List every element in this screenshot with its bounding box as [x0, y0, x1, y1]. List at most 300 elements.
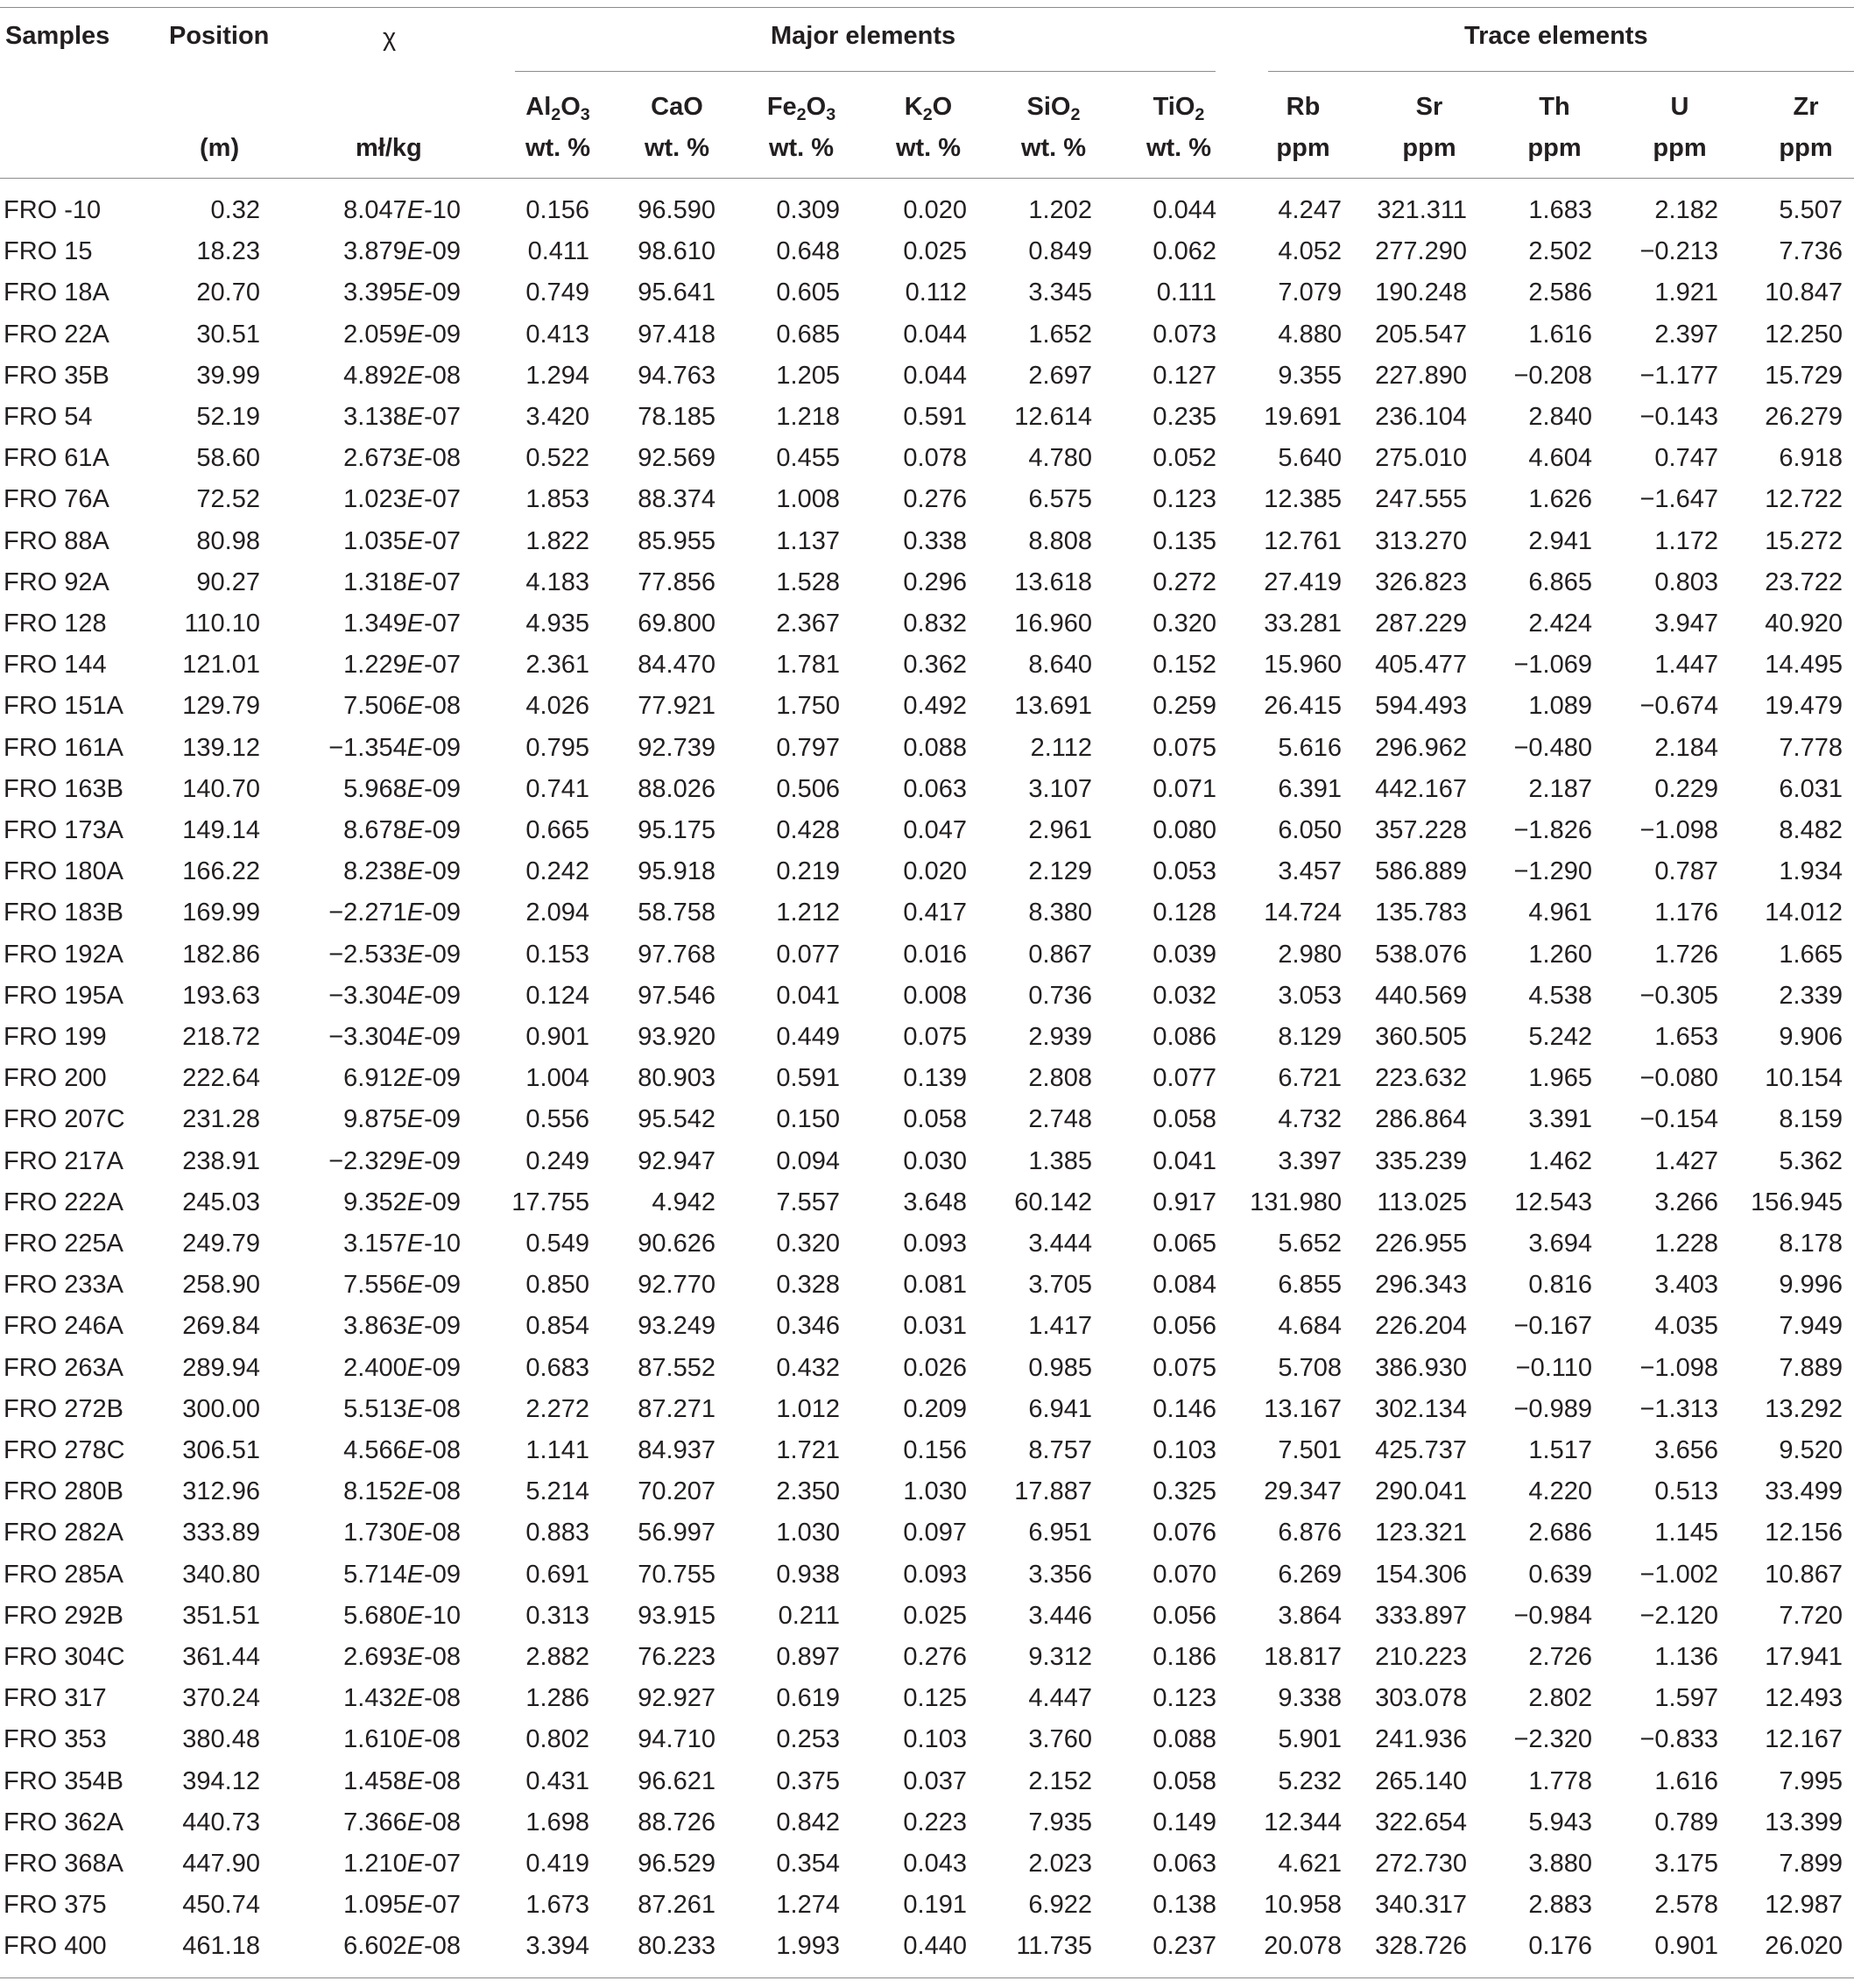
cell-sio2: 13.618 [1014, 567, 1092, 596]
cell-tio2: 0.259 [1153, 692, 1216, 721]
table-row [0, 1479, 1854, 1520]
cell-fe2o3: 0.041 [776, 981, 840, 1010]
cell-k2o: 0.103 [903, 1725, 967, 1754]
cell-sio2: 2.939 [1028, 1023, 1092, 1051]
cell-position: 18.23 [196, 237, 260, 266]
cell-rb: 3.397 [1278, 1146, 1342, 1175]
cell-u: 0.803 [1654, 567, 1718, 596]
cell-sr: 135.783 [1375, 899, 1467, 927]
cell-sr: 340.317 [1375, 1891, 1467, 1920]
cell-zr: 1.665 [1779, 940, 1843, 969]
cell-u: 0.901 [1654, 1932, 1718, 1961]
cell-chi: 3.138E-07 [343, 403, 461, 431]
cell-rb: 5.901 [1278, 1725, 1342, 1754]
cell-th: 0.176 [1528, 1932, 1592, 1961]
cell-u: −0.674 [1639, 692, 1718, 721]
cell-chi: 1.035E-07 [343, 526, 461, 555]
cell-sio2: 16.960 [1014, 610, 1092, 638]
cell-al2o3: 0.749 [525, 278, 589, 307]
cell-cao: 93.249 [638, 1312, 716, 1341]
cell-sample: FRO 128 [4, 610, 107, 638]
cell-sio2: 2.129 [1028, 857, 1092, 886]
cell-zr: 5.507 [1779, 196, 1843, 224]
cell-u: 1.447 [1654, 651, 1718, 680]
cell-al2o3: 1.673 [525, 1891, 589, 1920]
cell-fe2o3: 0.354 [776, 1850, 840, 1878]
cell-tio2: 0.235 [1153, 403, 1216, 431]
cell-chi: −2.271E-09 [328, 899, 461, 927]
cell-al2o3: 0.556 [525, 1105, 589, 1134]
cell-fe2o3: 1.218 [776, 403, 840, 431]
table-row [0, 239, 1854, 280]
cell-sample: FRO 173A [4, 816, 123, 844]
cell-sr: 113.025 [1377, 1188, 1467, 1216]
cell-tio2: 0.056 [1153, 1601, 1216, 1630]
cell-k2o: 0.112 [905, 278, 967, 307]
cell-sr: 236.104 [1375, 403, 1467, 431]
cell-u: 3.403 [1654, 1271, 1718, 1300]
cell-u: 1.145 [1654, 1519, 1718, 1547]
cell-tio2: 0.138 [1153, 1891, 1216, 1920]
cell-al2o3: 3.394 [525, 1932, 589, 1961]
cell-sio2: 6.922 [1028, 1891, 1092, 1920]
cell-position: 380.48 [182, 1725, 260, 1754]
cell-cao: 70.207 [638, 1477, 716, 1506]
cell-tio2: 0.127 [1153, 361, 1216, 390]
table-top-rule [0, 7, 1854, 8]
cell-th: 0.639 [1528, 1560, 1592, 1589]
cell-sr: 227.890 [1375, 361, 1467, 390]
cell-u: −0.143 [1639, 403, 1718, 431]
cell-tio2: 0.058 [1153, 1105, 1216, 1134]
cell-sample: FRO 280B [4, 1477, 123, 1506]
cell-fe2o3: 0.897 [776, 1643, 840, 1671]
cell-u: 3.947 [1654, 610, 1718, 638]
table-row [0, 774, 1854, 818]
cell-fe2o3: 1.012 [776, 1394, 840, 1423]
cell-chi: 7.556E-09 [343, 1271, 461, 1300]
cell-al2o3: 1.286 [525, 1684, 589, 1713]
cell-cao: 88.726 [638, 1808, 716, 1836]
cell-sr: 272.730 [1375, 1850, 1467, 1878]
cell-chi: 1.349E-07 [343, 610, 461, 638]
cell-k2o: 0.058 [903, 1105, 967, 1134]
cell-cao: 90.626 [638, 1230, 716, 1258]
cell-sr: 210.223 [1375, 1643, 1467, 1671]
cell-tio2: 0.088 [1153, 1725, 1216, 1754]
cell-k2o: 0.139 [903, 1064, 967, 1093]
cell-fe2o3: 1.528 [776, 567, 840, 596]
cell-tio2: 0.123 [1153, 485, 1216, 514]
cell-th: 1.089 [1528, 692, 1592, 721]
cell-chi: 3.395E-09 [343, 278, 461, 307]
cell-th: 2.883 [1528, 1891, 1592, 1920]
cell-cao: 80.233 [638, 1932, 716, 1961]
cell-chi: 1.095E-07 [343, 1891, 461, 1920]
cell-cao: 58.758 [638, 899, 716, 927]
cell-zr: 19.479 [1765, 692, 1843, 721]
cell-tio2: 0.058 [1153, 1766, 1216, 1795]
cell-sr: 425.737 [1375, 1436, 1467, 1464]
cell-position: 300.00 [182, 1394, 260, 1423]
cell-u: −1.098 [1639, 1353, 1718, 1382]
cell-u: 4.035 [1654, 1312, 1718, 1341]
cell-fe2o3: 1.008 [776, 485, 840, 514]
cell-position: 129.79 [182, 692, 260, 721]
cell-sio2: 3.107 [1028, 774, 1092, 803]
cell-cao: 98.610 [638, 237, 716, 266]
cell-k2o: 0.296 [903, 567, 967, 596]
cell-u: 0.747 [1654, 444, 1718, 473]
cell-al2o3: 0.901 [525, 1023, 589, 1051]
cell-rb: 7.501 [1278, 1436, 1342, 1464]
cell-chi: 9.352E-09 [343, 1188, 461, 1216]
cell-chi: 9.875E-09 [343, 1105, 461, 1134]
cell-chi: 3.157E-10 [343, 1230, 461, 1258]
cell-tio2: 0.073 [1153, 320, 1216, 349]
cell-th: 4.604 [1528, 444, 1592, 473]
cell-rb: 9.338 [1278, 1684, 1342, 1713]
cell-th: 4.961 [1528, 899, 1592, 927]
cell-sample: FRO 233A [4, 1271, 123, 1300]
cell-sample: FRO 222A [4, 1188, 123, 1216]
cell-k2o: 0.338 [903, 526, 967, 555]
cell-sample: FRO 144 [4, 651, 107, 680]
cell-al2o3: 0.665 [525, 816, 589, 844]
table-row [0, 487, 1854, 528]
cell-rb: 6.876 [1278, 1519, 1342, 1547]
header-major-group: Major elements [771, 22, 956, 50]
cell-position: 351.51 [182, 1601, 260, 1630]
cell-sio2: 4.447 [1028, 1684, 1092, 1713]
header-major-element: TiO$_2$ [1153, 93, 1205, 124]
cell-sr: 154.306 [1375, 1560, 1467, 1589]
cell-sio2: 60.142 [1014, 1188, 1092, 1216]
cell-position: 90.27 [196, 567, 260, 596]
cell-chi: −2.329E-09 [328, 1146, 461, 1175]
cell-fe2o3: 0.253 [776, 1725, 840, 1754]
cell-sr: 302.134 [1375, 1394, 1467, 1423]
cell-tio2: 0.032 [1153, 981, 1216, 1010]
cell-rb: 6.050 [1278, 816, 1342, 844]
cell-position: 139.12 [182, 733, 260, 762]
cell-sample: FRO 151A [4, 692, 123, 721]
cell-u: −1.098 [1639, 816, 1718, 844]
cell-cao: 78.185 [638, 403, 716, 431]
cell-fe2o3: 1.212 [776, 899, 840, 927]
table-row [0, 900, 1854, 941]
cell-rb: 3.864 [1278, 1601, 1342, 1630]
cell-sample: FRO 18A [4, 278, 109, 307]
cell-tio2: 0.320 [1153, 610, 1216, 638]
cell-position: 245.03 [182, 1188, 260, 1216]
cell-cao: 4.942 [652, 1188, 716, 1216]
cell-rb: 26.415 [1264, 692, 1342, 721]
table-row [0, 1810, 1854, 1851]
cell-al2o3: 1.004 [525, 1064, 589, 1093]
cell-zr: 2.339 [1779, 981, 1843, 1010]
cell-zr: 26.020 [1765, 1932, 1843, 1961]
cell-th: 2.941 [1528, 526, 1592, 555]
cell-cao: 87.261 [638, 1891, 716, 1920]
cell-sample: FRO 368A [4, 1850, 123, 1878]
cell-chi: 1.318E-07 [343, 567, 461, 596]
cell-sio2: 12.614 [1014, 403, 1092, 431]
table-row [0, 983, 1854, 1025]
cell-position: 249.79 [182, 1230, 260, 1258]
cell-position: 306.51 [182, 1436, 260, 1464]
cell-tio2: 0.075 [1153, 1353, 1216, 1382]
cell-fe2o3: 0.938 [776, 1560, 840, 1589]
table-row [0, 1645, 1854, 1686]
cell-cao: 93.915 [638, 1601, 716, 1630]
cell-tio2: 0.135 [1153, 526, 1216, 555]
cell-k2o: 0.043 [903, 1850, 967, 1878]
cell-sio2: 4.780 [1028, 444, 1092, 473]
cell-tio2: 0.123 [1153, 1684, 1216, 1713]
cell-sr: 286.864 [1375, 1105, 1467, 1134]
cell-zr: 40.920 [1765, 610, 1843, 638]
cell-tio2: 0.062 [1153, 237, 1216, 266]
cell-rb: 33.281 [1264, 610, 1342, 638]
cell-th: −1.290 [1513, 857, 1592, 886]
cell-cao: 95.641 [638, 278, 716, 307]
cell-cao: 96.590 [638, 196, 716, 224]
cell-position: 340.80 [182, 1560, 260, 1589]
cell-sio2: 2.808 [1028, 1064, 1092, 1093]
cell-th: −0.480 [1513, 733, 1592, 762]
cell-sio2: 3.345 [1028, 278, 1092, 307]
cell-cao: 77.921 [638, 692, 716, 721]
cell-th: 2.726 [1528, 1643, 1592, 1671]
cell-fe2o3: 1.721 [776, 1436, 840, 1464]
cell-k2o: 0.075 [903, 1023, 967, 1051]
cell-tio2: 0.041 [1153, 1146, 1216, 1175]
table-row [0, 198, 1854, 239]
cell-sio2: 7.935 [1028, 1808, 1092, 1836]
cell-th: 12.543 [1514, 1188, 1592, 1216]
cell-rb: 4.052 [1278, 237, 1342, 266]
cell-rb: 8.129 [1278, 1023, 1342, 1051]
cell-u: −0.154 [1639, 1105, 1718, 1134]
cell-al2o3: 0.242 [525, 857, 589, 886]
cell-rb: 6.855 [1278, 1271, 1342, 1300]
header-trace-unit: ppm [1402, 134, 1456, 162]
cell-zr: 17.941 [1765, 1643, 1843, 1671]
cell-al2o3: 0.124 [525, 981, 589, 1010]
cell-k2o: 0.097 [903, 1519, 967, 1547]
cell-position: 72.52 [196, 485, 260, 514]
table-row [0, 1025, 1854, 1066]
cell-zr: 156.945 [1751, 1188, 1843, 1216]
cell-tio2: 0.053 [1153, 857, 1216, 886]
cell-fe2o3: 0.685 [776, 320, 840, 349]
cell-rb: 10.958 [1264, 1891, 1342, 1920]
cell-position: 166.22 [182, 857, 260, 886]
cell-zr: 15.729 [1765, 361, 1843, 390]
cell-zr: 9.906 [1779, 1023, 1843, 1051]
cell-sr: 322.654 [1375, 1808, 1467, 1836]
table-row [0, 280, 1854, 321]
cell-sr: 226.955 [1375, 1230, 1467, 1258]
cell-k2o: 0.025 [903, 237, 967, 266]
cell-sio2: 0.985 [1028, 1353, 1092, 1382]
table-row [0, 1190, 1854, 1231]
cell-th: 2.802 [1528, 1684, 1592, 1713]
cell-k2o: 0.031 [903, 1312, 967, 1341]
cell-sio2: 11.735 [1016, 1932, 1092, 1961]
cell-sr: 442.167 [1375, 774, 1467, 803]
cell-fe2o3: 0.432 [776, 1353, 840, 1382]
header-trace-element: U [1670, 93, 1689, 121]
cell-rb: 5.616 [1278, 733, 1342, 762]
cell-zr: 10.847 [1765, 278, 1843, 307]
table-row [0, 363, 1854, 405]
cell-zr: 13.292 [1765, 1394, 1843, 1423]
header-samples: Samples [5, 22, 110, 50]
cell-sr: 386.930 [1375, 1353, 1467, 1382]
cell-tio2: 0.149 [1153, 1808, 1216, 1836]
cell-rb: 6.721 [1278, 1064, 1342, 1093]
cell-zr: 7.720 [1779, 1601, 1843, 1630]
cell-position: 238.91 [182, 1146, 260, 1175]
cell-al2o3: 0.795 [525, 733, 589, 762]
cell-k2o: 0.093 [903, 1230, 967, 1258]
cell-rb: 6.391 [1278, 774, 1342, 803]
cell-sample: FRO 35B [4, 361, 109, 390]
cell-fe2o3: 0.375 [776, 1766, 840, 1795]
cell-zr: 26.279 [1765, 403, 1843, 431]
cell-sio2: 8.808 [1028, 526, 1092, 555]
header-position: Position [169, 22, 270, 50]
cell-position: 80.98 [196, 526, 260, 555]
cell-sio2: 17.887 [1014, 1477, 1092, 1506]
cell-u: 3.175 [1654, 1850, 1718, 1878]
cell-cao: 95.542 [638, 1105, 716, 1134]
cell-tio2: 0.077 [1153, 1064, 1216, 1093]
cell-sample: FRO 278C [4, 1436, 125, 1464]
cell-zr: 14.495 [1765, 651, 1843, 680]
header-position-unit: (m) [200, 134, 240, 162]
cell-sr: 265.140 [1375, 1766, 1467, 1795]
cell-sio2: 2.152 [1028, 1766, 1092, 1795]
cell-zr: 7.899 [1779, 1850, 1843, 1878]
header-major-unit: wt. % [525, 134, 591, 162]
cell-u: −2.120 [1639, 1601, 1718, 1630]
cell-sio2: 9.312 [1028, 1643, 1092, 1671]
cell-sample: FRO 207C [4, 1105, 125, 1134]
cell-th: 1.462 [1528, 1146, 1592, 1175]
cell-fe2o3: 0.328 [776, 1271, 840, 1300]
cell-th: −1.826 [1513, 816, 1592, 844]
cell-fe2o3: 0.320 [776, 1230, 840, 1258]
cell-cao: 56.997 [638, 1519, 716, 1547]
cell-rb: 6.269 [1278, 1560, 1342, 1589]
cell-sio2: 0.849 [1028, 237, 1092, 266]
cell-zr: 9.996 [1779, 1271, 1843, 1300]
cell-sr: 360.505 [1375, 1023, 1467, 1051]
cell-th: 2.187 [1528, 774, 1592, 803]
cell-zr: 23.722 [1765, 567, 1843, 596]
header-trace-element: Th [1539, 93, 1570, 121]
cell-u: 2.397 [1654, 320, 1718, 349]
cell-sr: 328.726 [1375, 1932, 1467, 1961]
cell-th: 2.586 [1528, 278, 1592, 307]
cell-k2o: 0.016 [903, 940, 967, 969]
cell-cao: 84.937 [638, 1436, 716, 1464]
cell-sample: FRO 285A [4, 1560, 123, 1589]
cell-rb: 19.691 [1264, 403, 1342, 431]
cell-rb: 15.960 [1264, 651, 1342, 680]
cell-sr: 538.076 [1375, 940, 1467, 969]
cell-al2o3: 1.853 [525, 485, 589, 514]
cell-th: 3.694 [1528, 1230, 1592, 1258]
cell-sample: FRO 200 [4, 1064, 107, 1093]
cell-cao: 80.903 [638, 1064, 716, 1093]
cell-sr: 275.010 [1375, 444, 1467, 473]
cell-tio2: 0.128 [1153, 899, 1216, 927]
cell-zr: 7.949 [1779, 1312, 1843, 1341]
cell-u: −0.305 [1639, 981, 1718, 1010]
cell-cao: 92.739 [638, 733, 716, 762]
cell-position: 447.90 [182, 1850, 260, 1878]
cell-position: 121.01 [182, 651, 260, 680]
cell-rb: 27.419 [1264, 567, 1342, 596]
cell-cao: 92.569 [638, 444, 716, 473]
cell-fe2o3: 2.350 [776, 1477, 840, 1506]
cell-k2o: 1.030 [903, 1477, 967, 1506]
cell-al2o3: 0.313 [525, 1601, 589, 1630]
cell-chi: 1.432E-08 [343, 1684, 461, 1713]
cell-al2o3: 0.683 [525, 1353, 589, 1382]
cell-rb: 13.167 [1264, 1394, 1342, 1423]
header-major-unit: wt. % [644, 134, 710, 162]
cell-sample: FRO 54 [4, 403, 93, 431]
cell-u: −1.313 [1639, 1394, 1718, 1423]
trace-group-rule [1268, 71, 1854, 72]
table-row [0, 1934, 1854, 1975]
cell-position: 140.70 [182, 774, 260, 803]
cell-sr: 335.239 [1375, 1146, 1467, 1175]
cell-k2o: 0.417 [903, 899, 967, 927]
cell-sample: FRO 353 [4, 1725, 107, 1754]
cell-k2o: 0.492 [903, 692, 967, 721]
cell-th: 6.865 [1528, 567, 1592, 596]
cell-sr: 303.078 [1375, 1684, 1467, 1713]
table-row [0, 942, 1854, 983]
cell-al2o3: 3.420 [525, 403, 589, 431]
cell-u: 0.229 [1654, 774, 1718, 803]
cell-rb: 4.880 [1278, 320, 1342, 349]
cell-position: 169.99 [182, 899, 260, 927]
cell-al2o3: 1.698 [525, 1808, 589, 1836]
cell-sio2: 1.417 [1028, 1312, 1092, 1341]
cell-chi: 5.680E-10 [343, 1601, 461, 1630]
table-header-rule [0, 178, 1854, 179]
cell-k2o: 0.025 [903, 1601, 967, 1630]
cell-sample: FRO 92A [4, 567, 109, 596]
cell-position: 30.51 [196, 320, 260, 349]
cell-sr: 190.248 [1375, 278, 1467, 307]
cell-k2o: 0.063 [903, 774, 967, 803]
header-trace-element: Sr [1415, 93, 1443, 121]
cell-sio2: 1.385 [1028, 1146, 1092, 1175]
cell-sample: FRO 88A [4, 526, 109, 555]
cell-position: 258.90 [182, 1271, 260, 1300]
cell-u: 1.228 [1654, 1230, 1718, 1258]
cell-fe2o3: 1.137 [776, 526, 840, 555]
header-trace-unit: ppm [1779, 134, 1833, 162]
